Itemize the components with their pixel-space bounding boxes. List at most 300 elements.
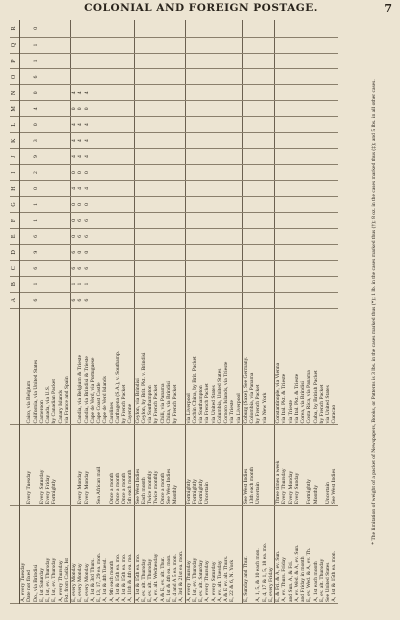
mail-dispatch-cell: E, 4 and A 5 ea. mon. <box>172 506 178 604</box>
rate-cell <box>275 133 282 149</box>
rate-cell <box>275 149 282 165</box>
rate-cell <box>178 133 185 149</box>
rate-cell: 6 <box>84 292 90 308</box>
mail-dispatch-cell: E, Sunday and Thur. <box>242 506 249 604</box>
rate-cell: 0 <box>71 212 78 228</box>
rate-cell: 0 <box>71 165 78 181</box>
destination-cell: Cape Coast Castle <box>96 308 102 425</box>
rate-cell <box>185 69 192 85</box>
mail-dispatch-cell: E, 13, 17, 29 ea. mon. <box>96 506 102 604</box>
rate-cell <box>127 276 134 292</box>
rate-cell <box>134 133 141 149</box>
rate-cell <box>127 244 134 260</box>
column-header: N <box>10 85 20 101</box>
rate-cell: 0 <box>33 181 39 197</box>
rate-cell: 4 <box>77 117 83 133</box>
rate-cell <box>127 260 134 276</box>
rate-cell <box>275 181 282 197</box>
rate-cell <box>20 53 27 69</box>
rate-cell <box>64 133 71 149</box>
destination-cell: Cayenne <box>127 308 134 425</box>
rate-cell <box>331 117 337 133</box>
rate-cell <box>331 260 337 276</box>
rate-cell <box>242 53 249 69</box>
rate-cell: 4 <box>71 149 78 165</box>
mail-dispatch-cell: E, ev. alt. Thursday <box>141 506 147 604</box>
mail-dispatch-cell: E, 1st & 4th ea. mon. <box>166 506 172 604</box>
mail-dispatch-cell: E, ev. alt. Thursday <box>319 506 325 604</box>
rate-cell <box>20 149 27 165</box>
rate-cell <box>71 37 78 53</box>
rate-cell: 0 <box>77 101 83 117</box>
rate-cell: 2 <box>33 165 39 181</box>
rate-cell: 4 <box>77 149 83 165</box>
frequency-cell: Fortnightly <box>51 425 57 506</box>
destination-cell: Carolines <box>109 308 115 425</box>
table-row <box>20 20 27 604</box>
rate-cell <box>242 276 249 292</box>
rate-cell <box>268 181 275 197</box>
rate-cell <box>127 181 134 197</box>
rate-cell <box>134 260 141 276</box>
rate-cell <box>185 196 192 212</box>
rate-cell <box>134 228 141 244</box>
destination-cell: by Canadian Packet <box>51 308 57 425</box>
table-row <box>127 20 134 604</box>
frequency-cell <box>64 425 71 506</box>
rate-cell: 0 <box>33 20 39 37</box>
frequency-cell: Every Sunday <box>294 425 300 506</box>
table-row <box>331 20 337 604</box>
destination-cell: Corea, via Brindisi <box>300 308 306 425</box>
mail-dispatch-cell: and Friday in month <box>300 506 306 604</box>
frequency-cell: Once a month <box>121 425 127 506</box>
destination-cell: by French Packet <box>153 308 159 425</box>
rate-cell <box>236 228 243 244</box>
rate-cell <box>185 292 192 308</box>
rate-cell: 4 <box>84 133 90 149</box>
rate-cell <box>185 20 192 37</box>
rate-cell <box>268 20 275 37</box>
frequency-cell: 13th each month <box>249 425 255 506</box>
mail-dispatch-cell: E, & Fri. & A, ev. Sun. <box>275 506 282 604</box>
rate-cell <box>134 69 141 85</box>
rate-cell: 4 <box>71 117 78 133</box>
rate-cell: 6 <box>71 260 78 276</box>
rate-cell: 4 <box>71 181 78 197</box>
destination-cell: Chili, via Panama <box>160 308 166 425</box>
rate-cell <box>275 101 282 117</box>
mail-dispatch-cell: E, ev. Wed. & A, ev. Th. <box>306 506 312 604</box>
rate-cell: 4 <box>84 149 90 165</box>
destination-cell: Cochin China, by Brit. Packet <box>192 308 198 425</box>
rate-cell <box>242 117 249 133</box>
rate-cell <box>268 101 275 117</box>
frequency-cell <box>236 425 243 506</box>
rate-cell: 1 <box>84 276 90 292</box>
rate-cell <box>134 196 141 212</box>
rate-cell <box>178 276 185 292</box>
rate-cell: 4 <box>71 85 78 101</box>
frequency-cell: Every Tuesday <box>26 425 32 506</box>
mail-dispatch-cell: E, 1st Saturday <box>39 506 45 604</box>
destination-cell: by French Packet <box>255 308 261 425</box>
rate-cell: 4 <box>84 181 90 197</box>
column-header: P <box>10 53 20 69</box>
rate-cell <box>331 101 337 117</box>
rate-cell <box>236 117 243 133</box>
rate-cell <box>127 53 134 69</box>
rate-cell <box>268 37 275 53</box>
rate-cell <box>331 85 337 101</box>
rate-cell <box>127 149 134 165</box>
mail-dispatch-cell <box>236 506 243 604</box>
rate-cell <box>71 20 78 37</box>
rate-cell: 6 <box>71 292 78 308</box>
rate-cell <box>178 117 185 133</box>
rate-cell <box>275 165 282 181</box>
rate-cell <box>134 244 141 260</box>
rate-cell <box>331 181 337 197</box>
rate-cell <box>178 37 185 53</box>
destination-cell: via United States <box>325 308 331 425</box>
rate-cell <box>331 165 337 181</box>
rate-cell: 4 <box>84 117 90 133</box>
rate-cell <box>127 228 134 244</box>
rate-cell <box>178 149 185 165</box>
rate-cell <box>127 117 134 133</box>
rate-cell <box>134 85 141 101</box>
column-header: O <box>10 69 20 85</box>
mail-dispatch-cell: E, ev. alt. Saturday <box>198 506 204 604</box>
mail-dispatch-cell: A, 11th & 4th ea. mo. <box>127 506 134 604</box>
destination-cell: via Ital. Pkt. & Trieste <box>294 308 300 425</box>
destination-cell <box>268 308 275 425</box>
rate-cell <box>242 165 249 181</box>
destination-cell: Carthagena (S.A.), v. Southamp. <box>115 308 121 425</box>
destination-cell: Comoro Islands, via Trieste <box>223 308 229 425</box>
column-header: Q <box>10 37 20 53</box>
rate-cell: 0 <box>71 228 78 244</box>
frequency-cell: Three times a week <box>275 425 282 506</box>
rate-cell <box>242 101 249 117</box>
rate-cell <box>331 69 337 85</box>
destination-cell: China, via Brindisi <box>166 308 172 425</box>
frequency-cell: Uncertain <box>204 425 210 506</box>
rate-cell <box>134 101 141 117</box>
frequency-cell <box>178 425 185 506</box>
rate-cell <box>268 149 275 165</box>
mail-dispatch-cell: Do., via Brindisi <box>33 506 39 604</box>
destination-cell: via Southampton <box>198 308 204 425</box>
column-header <box>10 425 20 506</box>
rate-cell: 3 <box>33 133 39 149</box>
rate-cell: 6 <box>77 292 83 308</box>
frequency-cell: See West Indies <box>331 425 337 506</box>
destination-cell: Cameroon <box>39 308 45 425</box>
destination-cell: by French Packet <box>319 308 325 425</box>
rate-cell <box>331 196 337 212</box>
rate-cell <box>185 101 192 117</box>
destination-cell: Cuba, by British Packet <box>313 308 319 425</box>
rate-cell <box>127 165 134 181</box>
rate-cell <box>20 292 27 308</box>
mail-dispatch-cell: A, 1st & 15th ea. mo. <box>121 506 127 604</box>
rate-cell <box>185 149 192 165</box>
rate-cell: 1 <box>33 37 39 53</box>
rate-cell <box>331 133 337 149</box>
mail-dispatch-cell: A, 1st & 15th ea. mon. <box>331 506 337 604</box>
destination-cell <box>178 308 185 425</box>
rate-cell <box>236 53 243 69</box>
frequency-cell: Every Saturday <box>39 425 45 506</box>
rate-cell <box>127 101 134 117</box>
table-row <box>178 20 185 604</box>
rate-cell <box>64 117 71 133</box>
frequency-cell: Uncertain <box>325 425 331 506</box>
destination-cell: Ceylon, via Brindisi <box>134 308 141 425</box>
destination-cell: via Trieste <box>288 308 294 425</box>
frequency-cell: Monthly <box>313 425 319 506</box>
rate-cell <box>134 20 141 37</box>
frequency-cell: See West Indies <box>166 425 172 506</box>
destination-cell: Canada, via U.S. <box>45 308 51 425</box>
rate-cell <box>64 149 71 165</box>
column-header: R <box>10 20 20 37</box>
rate-cell: 6 <box>33 260 39 276</box>
mail-dispatch-cell: A, 1st & 15th ea. mo. <box>134 506 141 604</box>
rate-cell <box>242 85 249 101</box>
rate-cell <box>242 181 249 197</box>
mail-dispatch-cell: and Sun. A, & Fri. <box>288 506 294 604</box>
rate-cell: 0 <box>84 196 90 212</box>
rate-cell <box>275 85 282 101</box>
rate-cell <box>275 196 282 212</box>
rate-cell <box>268 196 275 212</box>
rate-cell <box>236 165 243 181</box>
postage-table <box>10 20 338 604</box>
column-header: E <box>10 228 20 244</box>
rate-cell <box>71 69 78 85</box>
table-row <box>268 20 275 604</box>
rate-cell <box>331 276 337 292</box>
destination-cell: Curacao <box>331 308 337 425</box>
rate-cell <box>134 276 141 292</box>
column-header: K <box>10 133 20 149</box>
rate-cell <box>178 292 185 308</box>
rate-cell <box>236 133 243 149</box>
rate-cell: 1 <box>33 196 39 212</box>
column-header: C <box>10 260 20 276</box>
page-header <box>10 2 392 18</box>
rate-cell <box>134 212 141 228</box>
rate-cell <box>20 133 27 149</box>
destination-cell: via Southampton <box>147 308 153 425</box>
rate-cell: 6 <box>33 69 39 85</box>
rate-cell <box>127 37 134 53</box>
rate-cell <box>236 212 243 228</box>
rate-cell <box>178 228 185 244</box>
frequency-cell <box>20 425 27 506</box>
destination-cell: Colombia, via Panama <box>249 308 255 425</box>
rate-cell <box>185 85 192 101</box>
frequency-cell: Once a month <box>115 425 121 506</box>
column-header: G <box>10 196 20 212</box>
frequency-cell: Uncertain <box>255 425 261 506</box>
rate-cell: 0 <box>84 244 90 260</box>
rate-cell <box>127 196 134 212</box>
rate-cell <box>178 212 185 228</box>
rotated-table-area <box>10 20 392 604</box>
column-header-row <box>10 20 20 604</box>
rate-cell <box>268 244 275 260</box>
rate-cell <box>64 85 71 101</box>
rate-cell <box>185 117 192 133</box>
rate-cell <box>242 196 249 212</box>
rate-cell: 1 <box>33 212 39 228</box>
page-title: COLONIAL AND FOREIGN POSTAGE. <box>84 2 318 14</box>
destination-cell: Columbia, United States <box>217 308 223 425</box>
rate-cell <box>127 85 134 101</box>
mail-dispatch-cell: A & E, ev. alt. Thur. <box>160 506 166 604</box>
frequency-cell: Fortnightly <box>306 425 312 506</box>
destination-cell: via Trieste <box>229 308 235 425</box>
rate-cell <box>268 133 275 149</box>
rate-cell: 4 <box>77 181 83 197</box>
rate-cell <box>127 20 134 37</box>
rate-cell <box>20 69 27 85</box>
rate-cell <box>178 85 185 101</box>
rate-cell <box>242 212 249 228</box>
frequency-cell: Sea African mail <box>96 425 102 506</box>
frequency-cell: Monthly <box>172 425 178 506</box>
rate-cell <box>275 117 282 133</box>
mail-dispatch-cell: E, 1st, ev. Thursday <box>45 506 51 604</box>
rate-cell <box>64 196 71 212</box>
rate-cell <box>64 101 71 117</box>
rate-cell <box>236 260 243 276</box>
rate-cell <box>64 212 71 228</box>
rate-cell <box>331 292 337 308</box>
destination-cell: Coburg (Saxe). See Germany. <box>242 308 249 425</box>
frequency-cell: Twice monthly <box>147 425 153 506</box>
rate-cell <box>268 85 275 101</box>
rate-cell: 6 <box>77 228 83 244</box>
rate-cell: 6 <box>71 244 78 260</box>
rate-cell <box>134 37 141 53</box>
rate-cell: 0 <box>33 85 39 101</box>
destination-cell: by French Packet <box>121 308 127 425</box>
table-row <box>185 20 192 604</box>
rate-cell <box>236 196 243 212</box>
rate-cell: 6 <box>33 228 39 244</box>
rate-cell <box>134 149 141 165</box>
mail-dispatch-cell: E, every Monday <box>77 506 83 604</box>
frequency-cell: Once a month <box>109 425 115 506</box>
rate-cell <box>236 37 243 53</box>
page-number: 7 <box>384 2 392 15</box>
rate-cell <box>185 244 192 260</box>
column-header: D <box>10 244 20 260</box>
rate-cell: 1 <box>33 276 39 292</box>
mail-dispatch-cell: A, 1st & 3rd Thurs. <box>90 506 96 604</box>
mail-dispatch-cell: A, 1st & 4th Tuesd. <box>102 506 108 604</box>
rate-cell <box>331 228 337 244</box>
rate-cell: 0 <box>77 165 83 181</box>
rate-cell <box>127 212 134 228</box>
rate-cell <box>20 228 27 244</box>
column-header: F <box>10 212 20 228</box>
frequency-cell: Once a month <box>160 425 166 506</box>
table-row <box>71 20 78 604</box>
frequency-cell: Every Monday <box>77 425 83 506</box>
rate-cell <box>185 212 192 228</box>
frequency-cell: Every Monday <box>84 425 90 506</box>
mail-dispatch-cell: A, every Thursday <box>185 506 192 604</box>
rate-cell <box>236 149 243 165</box>
rate-cell <box>178 244 185 260</box>
destination-cell: via United States <box>211 308 217 425</box>
column-header: I <box>10 165 20 181</box>
rate-cell <box>127 133 134 149</box>
rate-cell <box>64 165 71 181</box>
mail-dispatch-cell: A, ev. Wed. & A, ev. Sun. <box>294 506 300 604</box>
rate-cell <box>236 292 243 308</box>
rate-cell <box>134 181 141 197</box>
table-row <box>236 20 243 604</box>
mail-dispatch-cell: E, ev. alt. Thursday <box>147 506 153 604</box>
rate-cell <box>242 149 249 165</box>
rate-cell: 9 <box>33 244 39 260</box>
rate-cell <box>242 20 249 37</box>
rate-cell: 6 <box>77 260 83 276</box>
rate-cell: 0 <box>84 101 90 117</box>
rate-cell <box>331 37 337 53</box>
rate-cell <box>268 260 275 276</box>
frequency-cell: Every Thursday <box>281 425 287 506</box>
rate-cell <box>20 117 27 133</box>
column-header <box>10 308 20 425</box>
rate-cell <box>127 69 134 85</box>
rate-cell <box>331 212 337 228</box>
frequency-cell: Fortnightly <box>185 425 192 506</box>
frequency-cell: 5th each month <box>127 425 134 506</box>
rate-cell <box>178 69 185 85</box>
rate-cell <box>275 292 282 308</box>
rate-cell <box>178 20 185 37</box>
rate-cell: 4 <box>33 101 39 117</box>
rate-cell <box>236 101 243 117</box>
rate-cell: 4 <box>77 85 83 101</box>
rate-cell <box>242 37 249 53</box>
rate-cell <box>178 196 185 212</box>
destination-cell: via French Packet <box>204 308 210 425</box>
rate-cell <box>20 85 27 101</box>
table-row <box>242 20 249 604</box>
rate-cell: 0 <box>84 165 90 181</box>
mail-dispatch-cell: E, 22 & 6, N. York <box>229 506 235 604</box>
rate-cell: 9 <box>33 149 39 165</box>
rate-cell <box>134 53 141 69</box>
mail-dispatch-cell: A, every Tuesday <box>20 506 27 604</box>
table-row <box>134 20 141 604</box>
rate-cell <box>20 260 27 276</box>
rate-cell <box>275 37 282 53</box>
destination-cell: Costa Rica, via Panama <box>306 308 312 425</box>
rate-cell <box>331 244 337 260</box>
rate-cell <box>178 53 185 69</box>
footnote: * The limitation of weight of a packet of Newspapers, Books, or Patterns is 3 lbs. in the cases marked thus (*); 1 lb. in the cases marked thus (†); 8 oz. in the cases marked thus (‡); and 5 lbs. in all other cases. <box>371 79 377 545</box>
